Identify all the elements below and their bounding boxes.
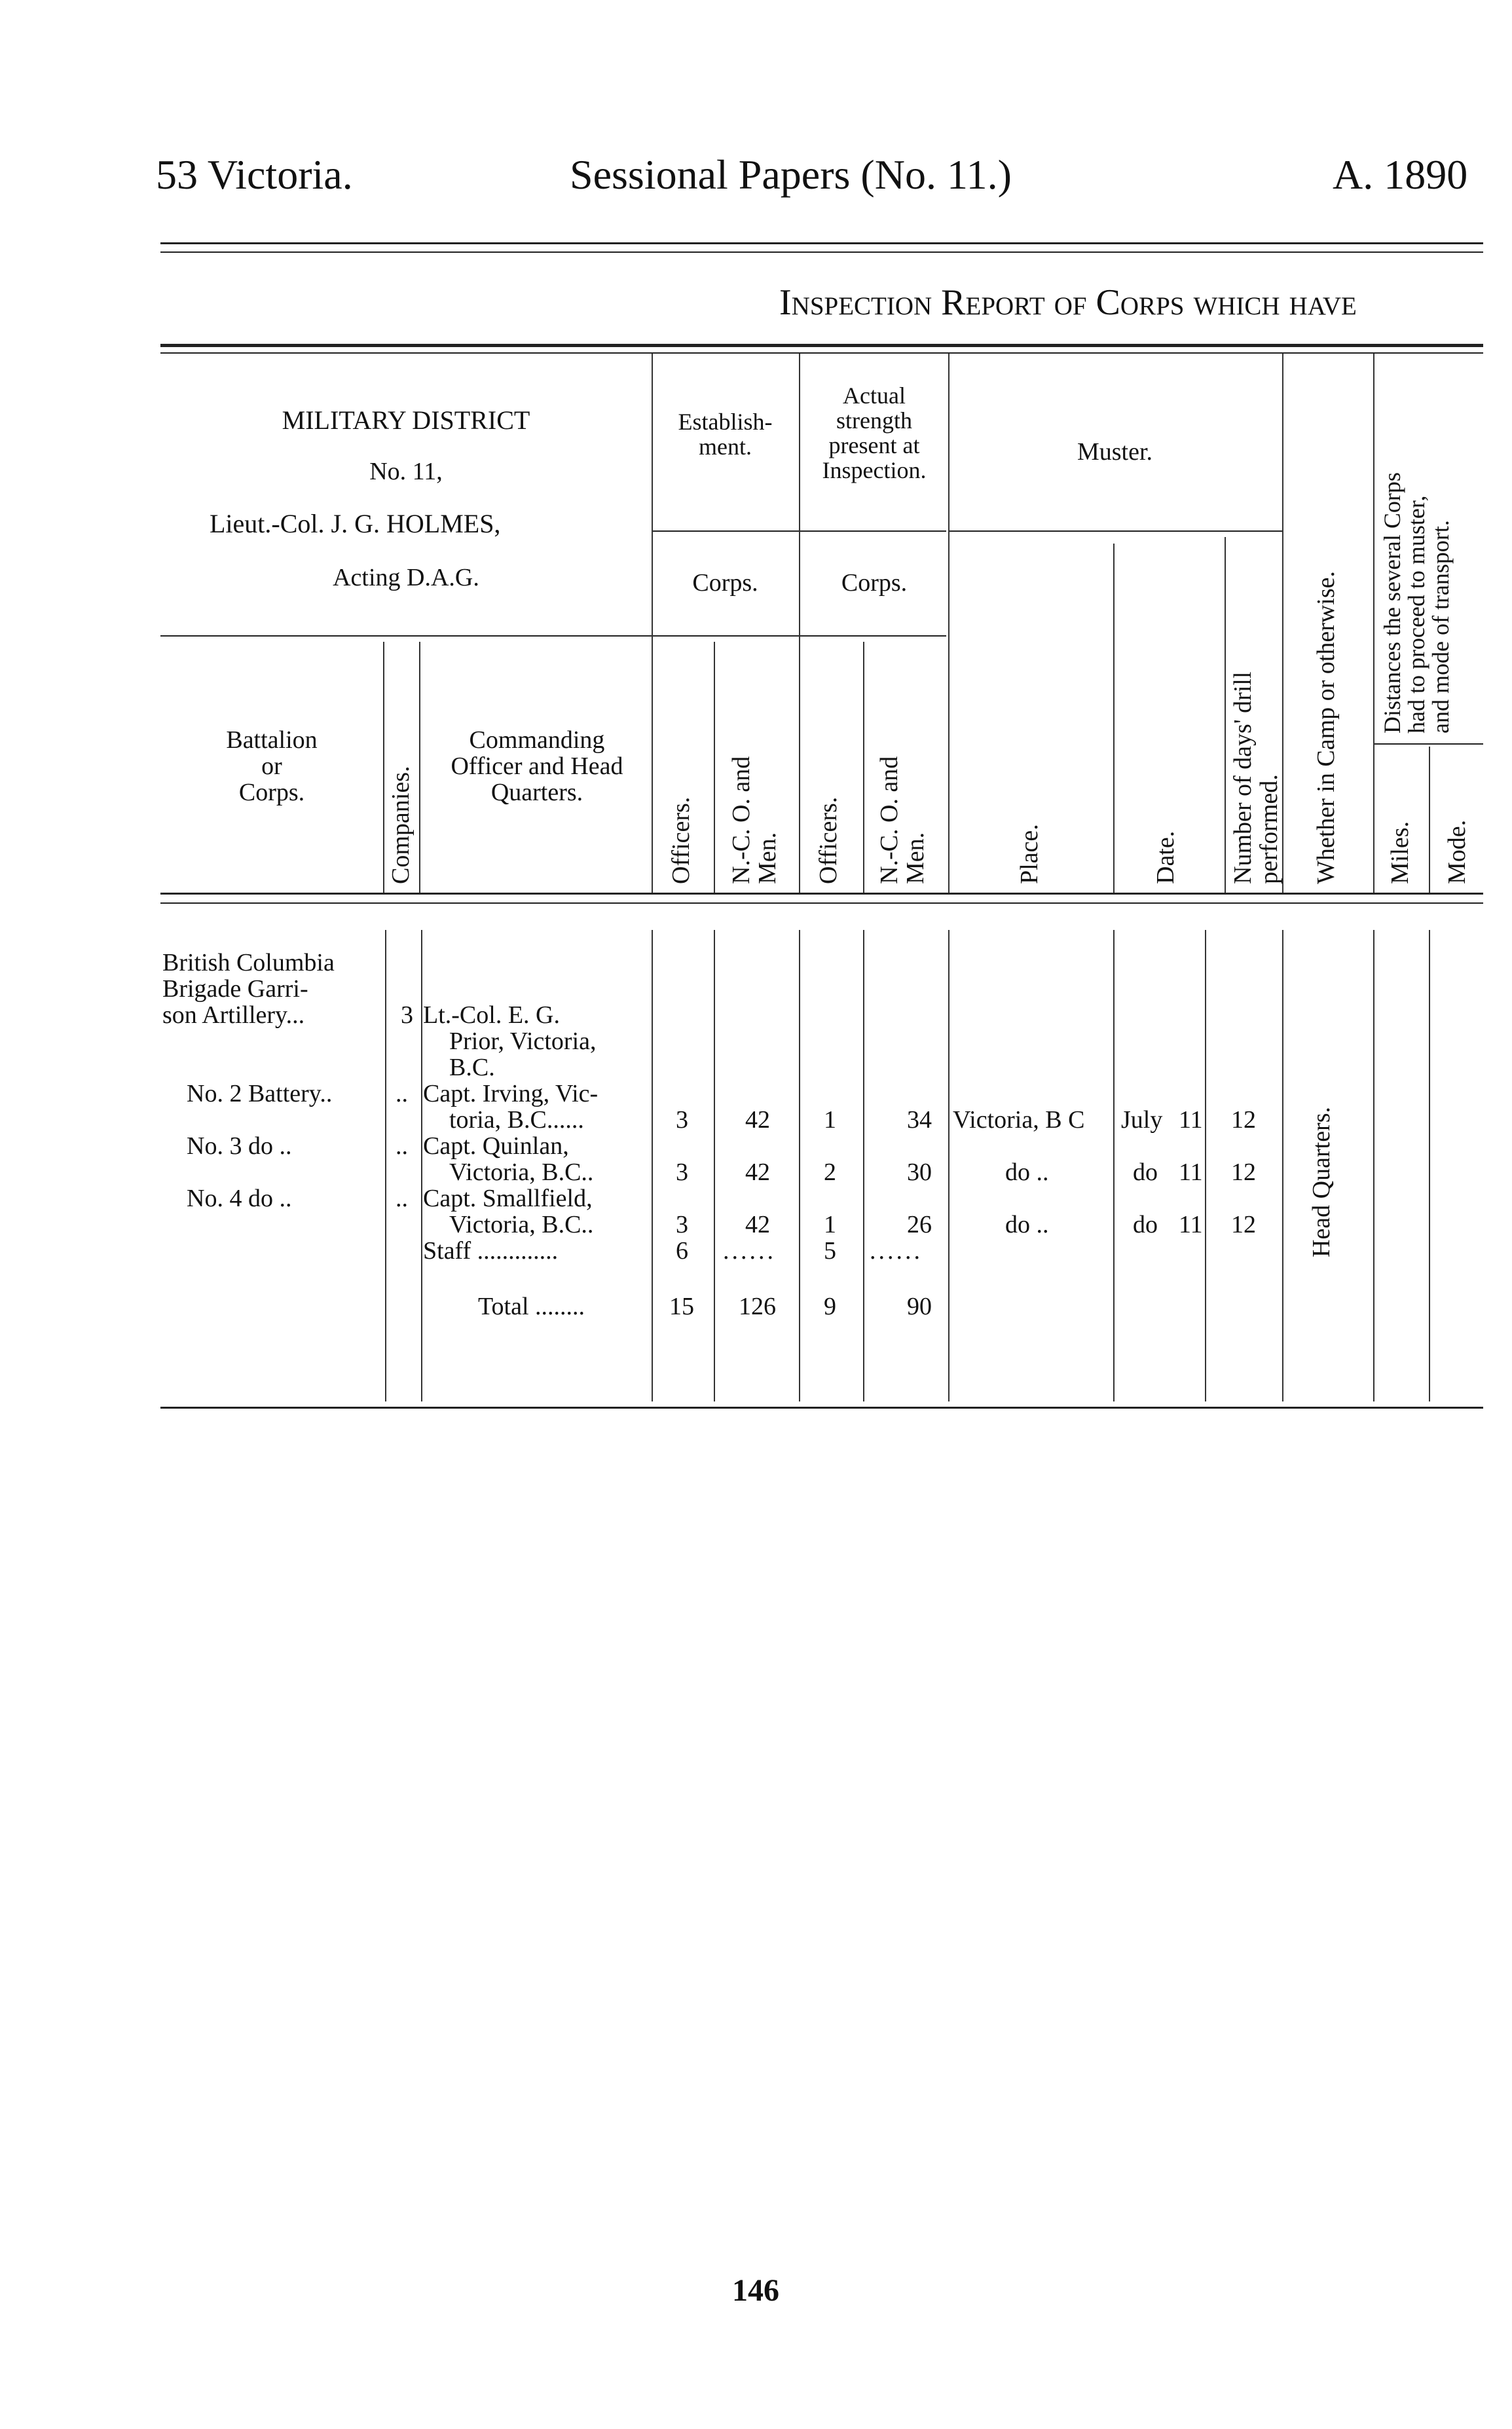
district-number: No. 11, [369, 458, 443, 485]
body-col-sep [1373, 930, 1374, 1401]
act-officers-cell: 1 [824, 1106, 836, 1134]
actual-corps: Corps. [841, 569, 908, 597]
table-row-battalion: No. 2 Battery.. [187, 1080, 333, 1107]
companies-header: Companies. [387, 766, 415, 884]
camp-value: Head Quarters. [1308, 1106, 1335, 1257]
district-rule [160, 635, 652, 637]
place-header: Place. [1016, 824, 1043, 884]
est-men-cell: 42 [745, 1211, 770, 1238]
total-label: Total ........ [478, 1293, 585, 1320]
table-row-commanding: Capt. Smallfield, Victoria, B.C.. [423, 1185, 594, 1238]
act-men-cell: ...... [870, 1237, 923, 1265]
act-men-cell: 30 [907, 1159, 932, 1186]
date-day-cell: 11 [1179, 1211, 1203, 1238]
col-sep [714, 642, 715, 893]
act-officers-header: Officers. [815, 796, 842, 884]
table-bottom-rule [160, 1407, 1483, 1409]
col-sep [1373, 354, 1374, 893]
body-col-sep [1282, 930, 1283, 1401]
report-title: Inspection Report of Corps which have [779, 282, 1357, 323]
body-col-sep [948, 930, 950, 1401]
table-row-companies: 3 [401, 1001, 413, 1029]
total-est-officers: 15 [669, 1293, 694, 1320]
col-sep [948, 354, 950, 893]
table-row-battalion: British Columbia Brigade Garri- son Artillery... [162, 949, 335, 1029]
district-rank: Acting D.A.G. [333, 564, 479, 591]
est-officers-cell: 3 [676, 1211, 688, 1238]
act-men-cell: 26 [907, 1211, 932, 1238]
establishment-header: Establish- ment. [678, 409, 773, 460]
col-sep [652, 354, 653, 893]
est-officers-cell: 3 [676, 1106, 688, 1134]
drill-days-cell: 12 [1231, 1211, 1256, 1238]
commanding-header: Commanding Officer and Head Quarters. [451, 726, 623, 806]
total-act-men: 90 [907, 1293, 932, 1320]
col-sep [799, 354, 800, 893]
muster-header: Muster. [1077, 438, 1153, 466]
col-sep [1113, 544, 1115, 893]
body-col-sep [385, 930, 386, 1401]
place-cell: do .. [1005, 1159, 1049, 1186]
body-col-sep [421, 930, 422, 1401]
body-col-sep [799, 930, 800, 1401]
date-cell: do [1133, 1211, 1158, 1238]
header-body-rule [160, 893, 1483, 895]
est-nco-header: N.-C. O. and Men. [728, 756, 781, 884]
table-row-companies: .. [396, 1185, 408, 1212]
col-sep [1429, 747, 1430, 893]
table-row-battalion: No. 4 do .. [187, 1185, 292, 1212]
table-row-companies: .. [396, 1080, 408, 1107]
act-men-cell: 34 [907, 1106, 932, 1134]
act-officers-cell: 2 [824, 1159, 836, 1186]
est-officers-cell: 6 [676, 1237, 688, 1265]
total-est-men: 126 [739, 1293, 776, 1320]
est-officers-header: Officers. [667, 796, 695, 884]
act-nco-header: N.-C. O. and Men. [876, 756, 929, 884]
header-right: A. 1890 [1333, 151, 1468, 198]
distances-rule [1373, 743, 1483, 745]
drill-days-cell: 12 [1231, 1159, 1256, 1186]
date-header: Date. [1152, 830, 1179, 884]
staff-label: Staff ............. [423, 1237, 559, 1265]
days-drill-header: Number of days' drill performed. [1229, 671, 1283, 884]
date-cell: July [1121, 1106, 1163, 1134]
place-cell: do .. [1005, 1211, 1049, 1238]
est-men-cell: ...... [723, 1237, 776, 1265]
col-sep [863, 642, 864, 893]
muster-rule [948, 530, 1282, 532]
body-col-sep [863, 930, 864, 1401]
est-officers-cell: 3 [676, 1159, 688, 1186]
est-men-cell: 42 [745, 1106, 770, 1134]
mode-header: Mode. [1443, 819, 1471, 884]
body-col-sep [652, 930, 653, 1401]
table-row-commanding: Capt. Quinlan, Victoria, B.C.. [423, 1132, 594, 1186]
est-men-cell: 42 [745, 1159, 770, 1186]
act-officers-cell: 5 [824, 1237, 836, 1265]
col-sep [419, 642, 420, 893]
place-cell: Victoria, B C [953, 1106, 1085, 1134]
table-row-battalion: No. 3 do .. [187, 1132, 292, 1160]
camp-header: Whether in Camp or otherwise. [1312, 570, 1340, 884]
table-row-commanding: Lt.-Col. E. G. Prior, Victoria, B.C. [423, 1001, 597, 1081]
header-rule-top [160, 242, 1483, 244]
distances-header: Distances the several Corps had to proceed to muster, and mode of transport. [1379, 472, 1454, 733]
col-sep [1225, 537, 1226, 893]
header-rule-bottom [160, 251, 1483, 253]
total-act-officers: 9 [824, 1293, 836, 1320]
col-sep [383, 642, 384, 893]
battalion-header: Battalion or Corps. [226, 726, 318, 806]
body-col-sep [1205, 930, 1206, 1401]
date-day-cell: 11 [1179, 1106, 1203, 1134]
establishment-corps: Corps. [692, 569, 758, 597]
table-top-rule-thin [160, 352, 1483, 354]
page-number: 146 [732, 2273, 779, 2308]
body-col-sep [714, 930, 715, 1401]
district-officer: Lieut.-Col. J. G. HOLMES, [210, 509, 501, 538]
district-title: MILITARY DISTRICT [282, 405, 530, 435]
miles-header: Miles. [1386, 821, 1414, 884]
drill-days-cell: 12 [1231, 1106, 1256, 1134]
table-top-rule [160, 344, 1483, 347]
body-col-sep [1429, 930, 1430, 1401]
header-left: 53 Victoria. [156, 151, 353, 198]
date-cell: do [1133, 1159, 1158, 1186]
table-row-commanding: Capt. Irving, Vic- toria, B.C...... [423, 1080, 599, 1134]
body-col-sep [1113, 930, 1115, 1401]
actual-strength-header: Actual strength present at Inspection. [822, 382, 927, 483]
act-officers-cell: 1 [824, 1211, 836, 1238]
date-day-cell: 11 [1179, 1159, 1203, 1186]
header-center: Sessional Papers (No. 11.) [570, 151, 1012, 198]
table-row-companies: .. [396, 1132, 408, 1160]
header-body-rule-thin [160, 902, 1483, 904]
